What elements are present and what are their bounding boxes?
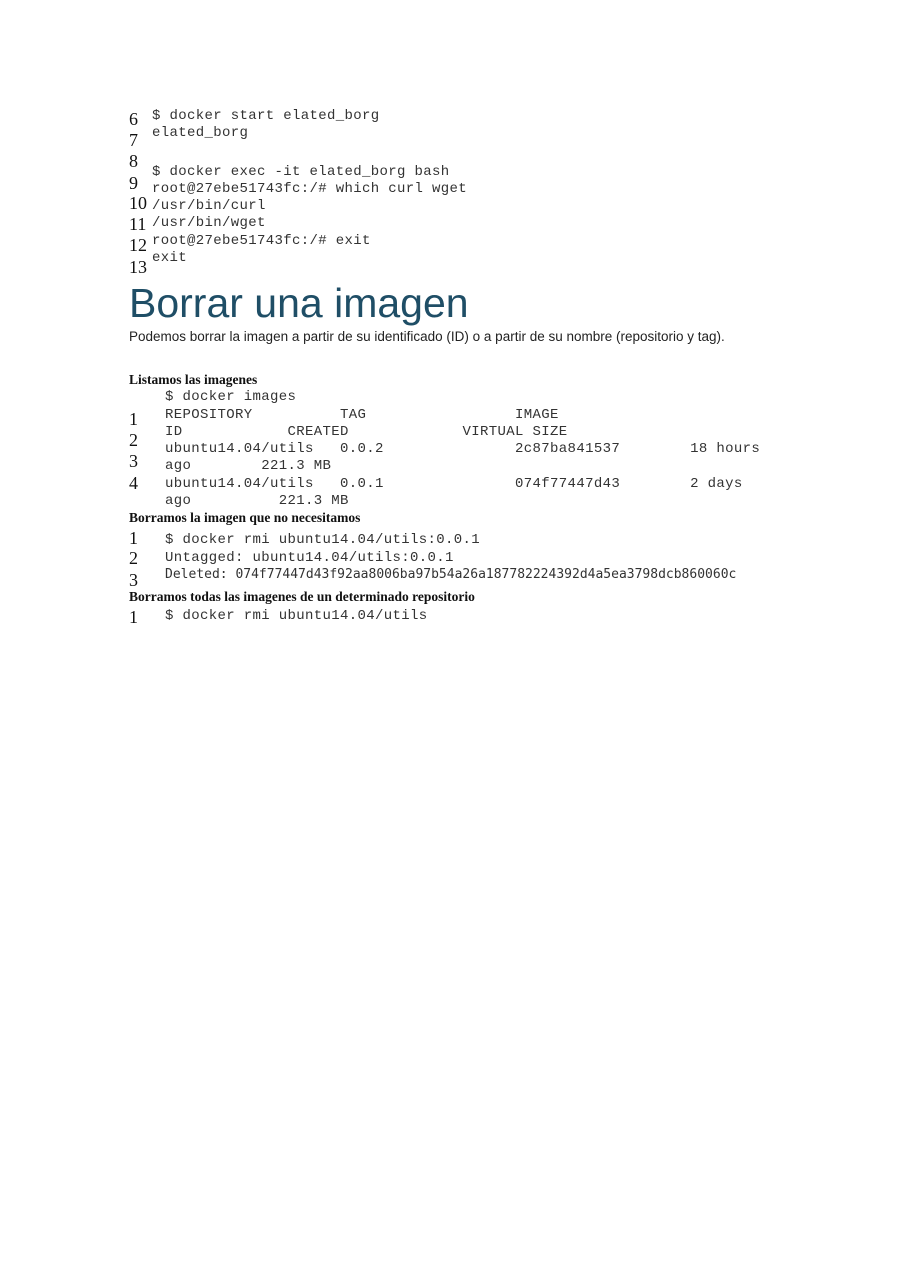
line-number: 9 [129,173,138,193]
code-line: $ docker rmi ubuntu14.04/utils:0.0.1 [165,532,481,548]
line-number: 6 [129,109,138,129]
line-number: 1 [129,528,138,548]
code-line: /usr/bin/curl [152,198,266,214]
code-line: REPOSITORY TAG IMAGE [165,407,559,423]
code-line: ID CREATED VIRTUAL SIZE [165,424,568,440]
line-number: 3 [129,451,138,471]
section-title-list-images: Listamos las imagenes [129,372,258,387]
code-line: root@27ebe51743fc:/# which curl wget [152,181,468,197]
code-line: ubuntu14.04/utils 0.0.1 074f77447d43 2 days [165,476,743,492]
code-line: $ docker rmi ubuntu14.04/utils [165,608,428,624]
code-line: ago 221.3 MB [165,493,349,509]
line-number: 10 [129,193,147,213]
intro-paragraph: Podemos borrar la imagen a partir de su identificado (ID) o a partir de su nombre (repositorio y tag). [129,329,725,344]
line-number: 2 [129,430,138,450]
code-line: exit [152,250,188,266]
code-line: elated_borg [152,125,249,141]
code-line: Deleted: 074f77447d43f92aa8006ba97b54a26a187782224392d4a5ea3798dcb860060c [165,567,737,582]
line-number: 4 [129,473,138,493]
line-number: 3 [129,570,138,590]
line-number: 7 [129,130,138,150]
code-line: ago 221.3 MB [165,458,332,474]
line-number: 8 [129,151,138,171]
line-number: 2 [129,548,138,568]
code-line: ubuntu14.04/utils 0.0.2 2c87ba841537 18 hours [165,441,761,457]
code-line: Untagged: ubuntu14.04/utils:0.0.1 [165,550,454,566]
line-number: 12 [129,235,147,255]
line-number: 1 [129,409,138,429]
line-number: 13 [129,257,147,277]
section-title-remove-repo-images: Borramos todas las imagenes de un determinado repositorio [129,589,475,604]
page-title: Borrar una imagen [129,280,469,326]
code-line: $ docker images [165,389,297,405]
code-line: $ docker exec -it elated_borg bash [152,164,450,180]
line-number: 1 [129,607,138,627]
line-number: 11 [129,214,147,234]
code-line: $ docker start elated_borg [152,108,380,124]
section-title-remove-image: Borramos la imagen que no necesitamos [129,510,361,525]
code-line: /usr/bin/wget [152,215,266,231]
code-line: root@27ebe51743fc:/# exit [152,233,371,249]
